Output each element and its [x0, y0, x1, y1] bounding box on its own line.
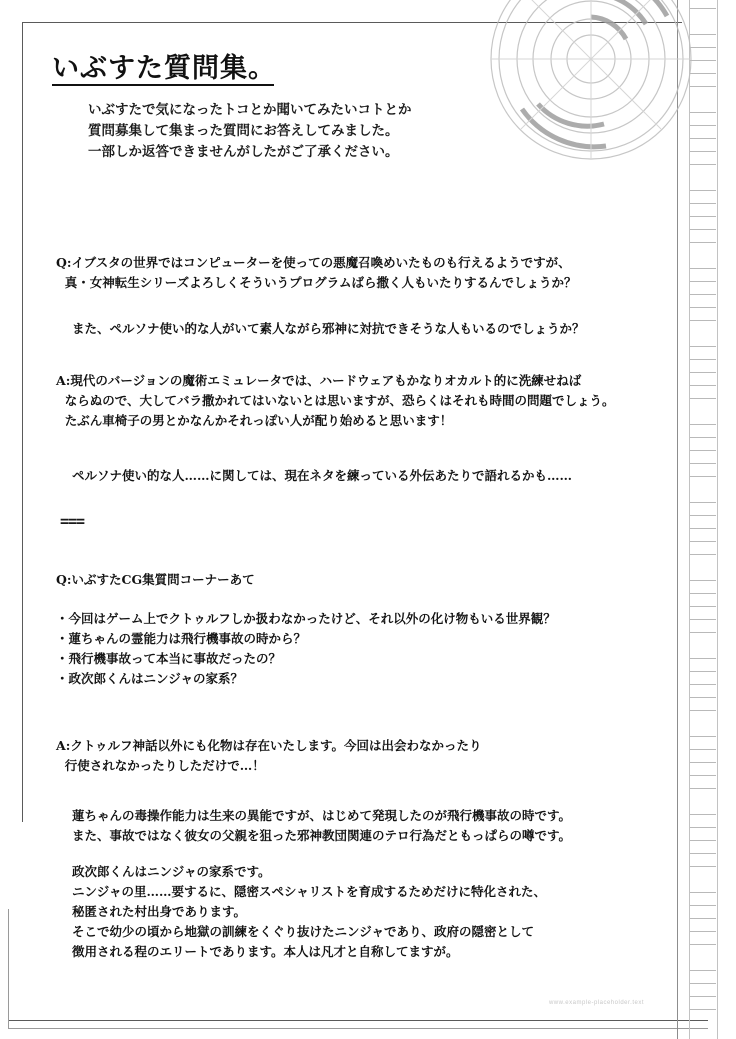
- margin-tick: [690, 73, 716, 74]
- margin-tick: [690, 203, 716, 204]
- margin-tick: [690, 268, 716, 269]
- frame-line-left: [22, 22, 23, 822]
- margin-tick: [690, 515, 716, 516]
- margin-tick: [690, 385, 716, 386]
- frame-line-top: [22, 22, 682, 23]
- margin-tick: [690, 125, 716, 126]
- margin-tick: [690, 281, 716, 282]
- margin-tick: [690, 424, 716, 425]
- margin-tick: [690, 788, 716, 789]
- circular-ornament-icon: [486, 0, 696, 164]
- section-2-answer-3-line-5: 徴用される程のエリートであります。本人は凡才と自称してますが。: [72, 944, 459, 959]
- section-2-answer-3-line-4: そこで幼少の頃から地獄の訓練をくぐり抜けたニンジャであり、政府の隠密として: [72, 924, 534, 939]
- section-1-answer: [56, 371, 614, 431]
- margin-tick: [690, 684, 716, 685]
- margin-tick: [690, 619, 716, 620]
- margin-tick: [690, 853, 716, 854]
- margin-tick: [690, 697, 716, 698]
- margin-tick: [690, 346, 716, 347]
- margin-tick: [690, 970, 716, 971]
- section-1-question-2-line-1: また、ペルソナ使い的な人がいて素人ながら邪神に対抗できそうな人もいるのでしょうか？: [72, 321, 585, 336]
- lede-paragraph: [88, 100, 411, 163]
- lede-line-2: 質問募集して集まった質問にお答えしてみました。: [88, 123, 399, 139]
- margin-tick: [690, 905, 716, 906]
- margin-tick: [690, 476, 716, 477]
- title-underline: [52, 84, 274, 86]
- margin-tick: [690, 86, 716, 87]
- margin-tick: [690, 307, 716, 308]
- section-2-answer-3-line-2: ニンジャの里……要するに、隠密スペシャリストを育成するためだけに特化された、: [72, 884, 546, 899]
- frame-line-bottom-secondary: [8, 1028, 708, 1029]
- margin-tick: [690, 931, 716, 932]
- margin-tick: [690, 996, 716, 997]
- margin-tick: [690, 580, 716, 581]
- section-2-bullet-list: [56, 609, 556, 689]
- section-2-answer: [56, 736, 482, 776]
- margin-tick: [690, 320, 716, 321]
- frame-line-bottom: [8, 1020, 708, 1021]
- margin-tick: [690, 359, 716, 360]
- lede-line-3: 一部しか返答できませんがしたがご了承ください。: [88, 144, 399, 160]
- section-1-answer-line-2: ならぬので、大してバラ撒かれてはいないとは思いますが、恐らくはそれも時間の問題でしょう。: [56, 393, 615, 408]
- margin-tick: [690, 242, 716, 243]
- footer-faint-note: www.example-placeholder.text: [548, 1000, 644, 1006]
- margin-tick: [690, 541, 716, 542]
- margin-tick: [690, 632, 716, 633]
- margin-tick: [690, 450, 716, 451]
- section-1-question-2: [56, 319, 585, 339]
- section-1-answer-line-3: たぶん車椅子の男とかなんかそれっぽい人が配り始めると思います！: [56, 413, 453, 428]
- section-2-answer-2-line-2: また、事故ではなく彼女の父親を狙った邪神教団関連のテロ行為だともっぱらの噂です。: [72, 828, 572, 843]
- section-1-answer-line-1: A:現代のバージョンの魔術エミュレータでは、ハードウェアもかなりオカルト的に洗練せねば: [56, 373, 582, 388]
- margin-tick: [690, 671, 716, 672]
- page-title: いぶすた質問集。: [52, 53, 276, 84]
- list-item: ・飛行機事故って本当に事故だったの？: [56, 651, 282, 666]
- margin-tick: [690, 710, 716, 711]
- margin-tick: [690, 112, 716, 113]
- margin-tick: [690, 593, 716, 594]
- margin-tick: [690, 749, 716, 750]
- section-2-answer-line-1: A:クトゥルフ神話以外にも化物は存在いたします。今回は出会わなかったり: [56, 738, 482, 753]
- list-item: ・今回はゲーム上でクトゥルフしか扱わなかったけど、それ以外の化け物もいる世界観？: [56, 611, 556, 626]
- list-item: ・政次郎くんはニンジャの家系？: [56, 671, 243, 686]
- margin-tick: [690, 372, 716, 373]
- margin-tick: [690, 840, 716, 841]
- margin-tick: [690, 190, 716, 191]
- margin-tick: [690, 736, 716, 737]
- margin-tick: [690, 502, 716, 503]
- section-2-question-line-1: Q:いぶすたCG集質問コーナーあて: [56, 572, 255, 587]
- section-1-question-line-2: 真・女神転生シリーズよろしくそういうプログラムばら撒く人もいたりするんでしょうか？: [56, 275, 577, 290]
- margin-tick: [690, 528, 716, 529]
- section-1-question-line-1: Q:イブスタの世界ではコンピューターを使っての悪魔召喚めいたものも行えるようですが、: [56, 255, 571, 270]
- margin-tick-ladder: [690, 8, 716, 1028]
- section-2-answer-line-2: 行使されなかったりしただけで…！: [56, 758, 265, 773]
- margin-tick: [690, 138, 716, 139]
- margin-tick: [690, 983, 716, 984]
- margin-tick: [690, 463, 716, 464]
- section-2-answer-2-line-1: 蓮ちゃんの毒操作能力は生来の異能ですが、はじめて発現したのが飛行機事故の時です。: [72, 808, 572, 823]
- margin-tick: [690, 437, 716, 438]
- margin-tick: [690, 1009, 716, 1010]
- margin-tick: [690, 918, 716, 919]
- margin-tick: [690, 944, 716, 945]
- margin-tick: [690, 60, 716, 61]
- section-2-answer-3: [56, 862, 546, 962]
- frame-line-bottom-left-vertical: [8, 909, 9, 1029]
- margin-tick: [690, 658, 716, 659]
- section-1-question: [56, 253, 576, 293]
- section-1-answer-2: [56, 466, 572, 486]
- margin-tick: [690, 151, 716, 152]
- margin-tick: [690, 229, 716, 230]
- frame-line-right-1: [677, 0, 678, 1039]
- margin-tick: [690, 398, 716, 399]
- section-separator: ===: [60, 512, 85, 530]
- margin-tick: [690, 827, 716, 828]
- margin-tick: [690, 294, 716, 295]
- margin-tick: [690, 554, 716, 555]
- margin-tick: [690, 606, 716, 607]
- section-2-answer-3-line-1: 政次郎くんはニンジャの家系です。: [72, 864, 271, 879]
- list-item: ・蓮ちゃんの霊能力は飛行機事故の時から？: [56, 631, 307, 646]
- margin-tick: [690, 164, 716, 165]
- margin-tick: [690, 892, 716, 893]
- margin-tick: [690, 34, 716, 35]
- margin-tick: [690, 762, 716, 763]
- frame-line-right-3: [717, 0, 718, 1039]
- margin-tick: [690, 8, 716, 9]
- lede-line-1: いぶすたで気になったトコとか聞いてみたいコトとか: [88, 102, 412, 118]
- section-2-question: [56, 570, 255, 590]
- margin-tick: [690, 47, 716, 48]
- section-2-answer-3-line-3: 秘匿された村出身であります。: [72, 904, 247, 919]
- section-1-answer-2-line-1: ペルソナ使い的な人……に関しては、現在ネタを練っている外伝あたりで語れるかも……: [72, 468, 573, 483]
- section-2-answer-2: [56, 806, 571, 846]
- margin-tick: [690, 814, 716, 815]
- margin-tick: [690, 866, 716, 867]
- margin-tick: [690, 775, 716, 776]
- margin-tick: [690, 216, 716, 217]
